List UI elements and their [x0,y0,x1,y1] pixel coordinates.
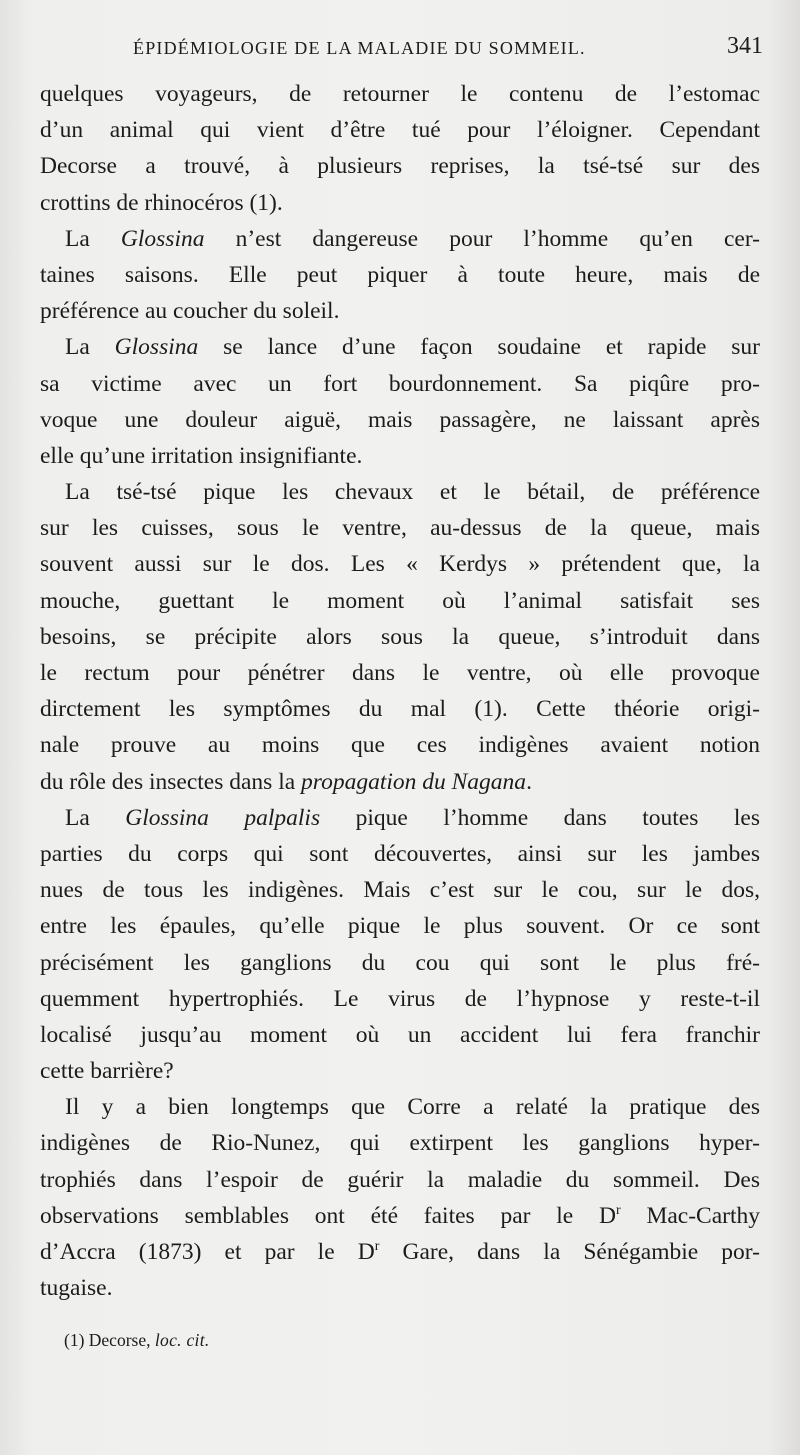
text-line: le rectum pour pénétrer dans le ventre, où elle provoque [40,660,760,686]
footnote-marker: (1) [64,1330,85,1350]
footnote-author: Decorse, [88,1330,151,1350]
text-line: cette barrière? [40,1058,174,1085]
text-line: indigènes de Rio-Nunez, qui extirpent les ganglions hyper- [40,1130,760,1157]
text-line: tugaise. [40,1275,113,1302]
text-line: précisément les ganglions du cou qui sont le plus fré- [40,949,760,976]
running-header [133,33,763,66]
text-line: sa victime avec un fort bourdonnement. Sa piqûre pro- [40,370,760,397]
text-line: localisé jusqu’au moment où un accident lui fera franchir [40,1021,760,1048]
text-line: nale prouve au moins que ces indigènes avaient notion [40,732,760,759]
text-line: elle qu’une irritation insignifiante. [40,442,363,469]
text-line: La tsé-tsé pique les chevaux et le bétail, de préférence [65,479,760,506]
text-line: d’un animal qui vient d’être tué pour l’éloigner. Cependant [40,117,760,144]
footnote [64,1330,210,1351]
text-line: observations semblables ont été faites par le $D^r$ Mac-Carthy [40,1202,761,1229]
text-line: quemment hypertrophiés. Le virus de l’hypnose y reste-t-il [40,985,760,1012]
text-line: préférence au coucher du soleil. [40,298,340,325]
text-line: nues de tous les indigènes. Mais c’est sur le cou, sur le dos, [40,877,760,904]
text-line: voque une douleur aiguë, mais passagère, ne laissant après [40,406,760,433]
text-line: dirctement les symptômes du mal (1). Cette théorie origi- [40,696,760,723]
text-line: trophiés dans l’espoir de guérir la maladie du sommeil. Des [40,1166,760,1193]
text-line: besoins, se précipite alors sous la queue, s’introduit dans [40,623,760,650]
text-line: La Glossina se lance d’une façon soudaine et rapide sur [65,334,760,361]
body-text [40,76,760,1306]
text-line: Decorse a trouvé, à plusieurs reprises, la tsé-tsé sur des [40,153,760,180]
text-line: du rôle des insectes dans la propagation du Nagana. [40,768,532,795]
text-line: parties du corps qui sont découvertes, ainsi sur les jambes [40,840,760,867]
footnote-reference: loc. cit. [154,1330,210,1350]
text-line: taines saisons. Elle peut piquer à toute heure, mais de [40,261,760,288]
text-line: d’Accra (1873) et par le $D^r$ Gare, dans la Sénégambie por- [40,1239,760,1265]
text-line: sur les cuisses, sous le ventre, au-dessus de la queue, mais [40,515,760,542]
text-line: entre les épaules, qu’elle pique le plus souvent. Or ce sont [40,913,760,940]
text-line: mouche, guettant le moment où l’animal satisfait ses [40,587,760,614]
text-line: Il y a bien longtemps que Corre a relaté la pratique des [65,1094,760,1121]
text-line: La Glossina palpalis pique l’homme dans toutes les [65,804,760,831]
text-line: souvent aussi sur le dos. Les « Kerdys » prétendent que, la [40,551,760,578]
text-line: quelques voyageurs, de retourner le contenu de l’estomac [40,81,760,107]
text-line: crottins de rhinocéros (1). [40,189,283,216]
text-line: La Glossina n’est dangereuse pour l’homme qu’en cer- [65,225,760,252]
page-number: 341 [727,33,763,59]
running-title: ÉPIDÉMIOLOGIE DE LA MALADIE DU SOMMEIL. [133,38,586,58]
